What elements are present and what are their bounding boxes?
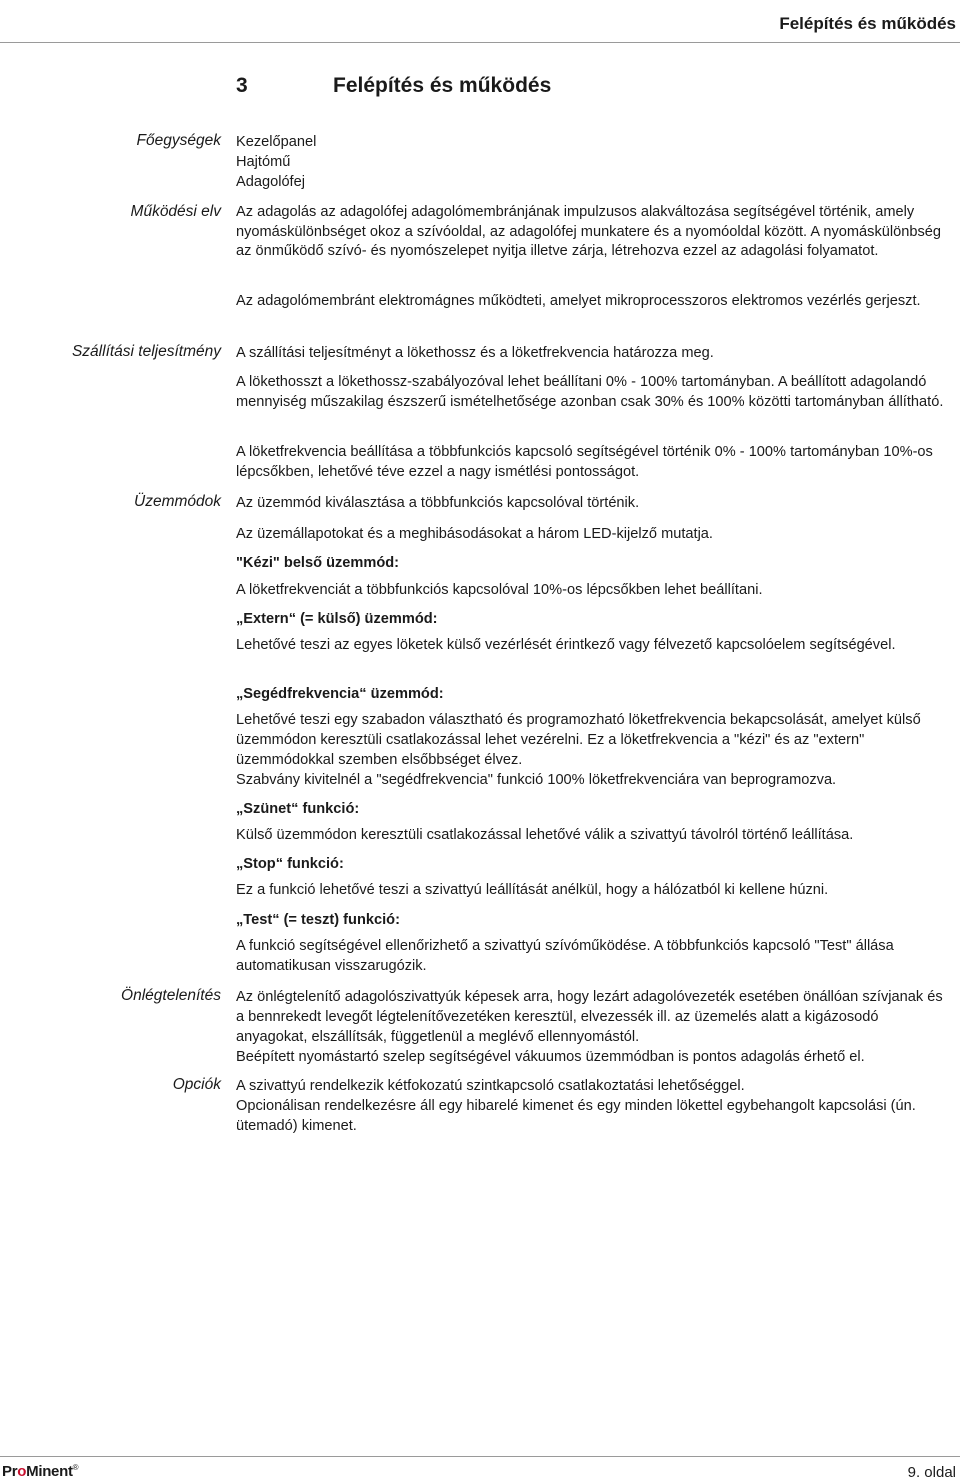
main-units-list: [236, 132, 952, 192]
list-item: Hajtómű: [236, 154, 291, 170]
prominent-logo: [2, 1463, 78, 1480]
side-label-uzemmodok: Üzemmódok: [134, 493, 221, 510]
logo-text: Pr: [2, 1463, 18, 1480]
chapter-heading: [236, 74, 551, 98]
paragraph: Ez a funkció lehetővé teszi a szivattyú leállítását anélkül, hogy a hálózatból ki kellene húzni.: [236, 882, 829, 898]
paragraph-line: Beépített nyomástartó szelep segítségével vákuumos üzemmódban is pontos adagolás érhető el.: [236, 1049, 865, 1065]
side-label-opciok: Opciók: [172, 1076, 221, 1093]
paragraph-line: Szabvány kivitelnél a "segédfrekvencia" funkció 100% löketfrekvenciára van beprogramozva.: [236, 772, 837, 788]
paragraph: Az adagolómembránt elektromágnes működteti, amelyet mikroprocesszoros elektromos vezérlés gerjeszt.: [236, 293, 921, 309]
paragraph: Lehetővé teszi az egyes löketek külső vezérlését érintkező vagy félvezető kapcsolóelem segítségével.: [236, 637, 896, 653]
paragraph-line: Lehetővé teszi egy szabadon választható és programozható löketfrekvencia bekapcsolását, amelyet külső üzemmódon keresztüli csatlakozással lehet vezérelni. Ez a löketfrekvencia a "kézi" és az "extern" üzemmódokkal szemben elsőbbséget élvez.: [236, 712, 921, 768]
mode-heading-stop: „Stop“ funkció:: [236, 856, 344, 872]
paragraph: [236, 710, 952, 790]
footer-divider: [0, 1456, 960, 1457]
paragraph-line: Az önlégtelenítő adagolószivattyúk képesek arra, hogy lezárt adagolóvezeték esetében önállóan szívjanak és a bennrekedt levegőt légtelenítővezetéken keresztül, elvezessék ill. az üzemelés alatt a kigázosodó anyagokat, elszállítsák, függetlenül a meglévő ellennyomástól.: [236, 989, 943, 1045]
running-header-title: Felépítés és működés: [779, 14, 956, 33]
chapter-number: 3: [236, 74, 248, 97]
page-number: 9. oldal: [907, 1464, 956, 1481]
side-label-foegysegek: Főegységek: [136, 132, 221, 149]
mode-heading-szunet: „Szünet“ funkció:: [236, 801, 360, 817]
paragraph: A löketfrekvencia beállítása a többfunkciós kapcsoló segítségével történik 0% - 100% tartományban 10%-os lépcsőkben, lehetővé téve ezzel a nagy ismétlési pontosságot.: [236, 444, 933, 480]
mode-heading-test: „Test“ (= teszt) funkció:: [236, 912, 400, 928]
side-label-onlegtelenites: Önlégtelenítés: [121, 987, 221, 1004]
paragraph: Az üzemállapotokat és a meghibásodásokat a három LED-kijelző mutatja.: [236, 526, 713, 542]
paragraph-line: A szivattyú rendelkezik kétfokozatú szintkapcsoló csatlakoztatási lehetőséggel.: [236, 1078, 745, 1094]
logo-accent: o: [17, 1463, 27, 1480]
paragraph: Az üzemmód kiválasztása a többfunkciós kapcsolóval történik.: [236, 495, 640, 511]
side-label-mukodesi-elv: Működési elv: [130, 203, 221, 220]
logo-text: Minent: [26, 1463, 73, 1480]
registered-mark: ®: [72, 1463, 79, 1472]
paragraph: Külső üzemmódon keresztüli csatlakozással lehetővé válik a szivattyú távolról történő leállítása.: [236, 827, 854, 843]
paragraph: A löketfrekvenciát a többfunkciós kapcsolóval 10%-os lépcsőkben lehet beállítani.: [236, 582, 763, 598]
paragraph: A szállítási teljesítményt a lökethossz és a löketfrekvencia határozza meg.: [236, 345, 714, 361]
list-item: Kezelőpanel: [236, 134, 317, 150]
paragraph: [236, 987, 952, 1067]
paragraph: A funkció segítségével ellenőrizhető a szivattyú szívóműködése. A többfunkciós kapcsoló "Test" állása automatikusan visszarugózik.: [236, 938, 894, 974]
chapter-title: Felépítés és működés: [333, 74, 552, 97]
paragraph: Az adagolás az adagolófej adagolómembránjának impulzusos alakváltozása segítségével történik, amely nyomáskülönbséget okoz a szívóoldal, az adagolófej munkatere és a nyomóoldal között. A nyomáskülönbség az önműködő szívó- és nyomószelepet nyitja illetve zárja, létrehozva ezzel az adagolási folyamatot.: [236, 204, 941, 259]
header-divider: [0, 42, 960, 43]
mode-heading-kezi: "Kézi" belső üzemmód:: [236, 555, 400, 571]
mode-heading-segedfrekvencia: „Segédfrekvencia“ üzemmód:: [236, 686, 444, 702]
paragraph: A lökethosszt a lökethossz-szabályozóval lehet beállítani 0% - 100% tartományban. A beállított adagolandó mennyiség műszakilag észszerű ismételhetősége azonban csak 30% és 100% közötti tartományban állítható.: [236, 374, 944, 410]
paragraph: [236, 1076, 952, 1136]
mode-heading-extern: „Extern“ (= külső) üzemmód:: [236, 611, 438, 627]
list-item: Adagolófej: [236, 174, 305, 190]
paragraph-line: Opcionálisan rendelkezésre áll egy hibarelé kimenet és egy minden lökettel egybehangolt kapcsolási (ún. ütemadó) kimenet.: [236, 1098, 916, 1134]
side-label-szallitasi: Szállítási teljesítmény: [71, 343, 221, 360]
